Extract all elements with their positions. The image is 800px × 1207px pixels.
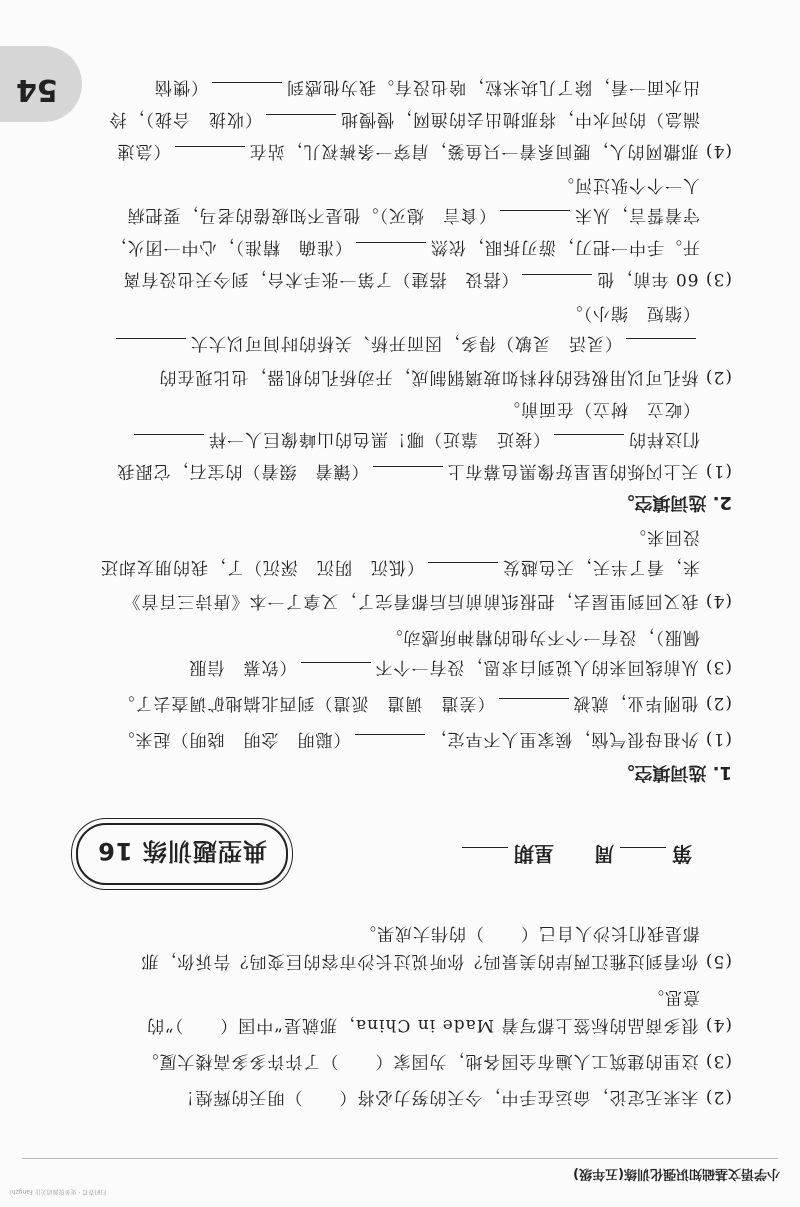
answer-blank[interactable] <box>266 114 336 131</box>
s1-q3: (3) 从前线回来的人说到白求恩，没有一个不（钦慕 信服 <box>188 657 732 677</box>
answer-blank[interactable] <box>134 434 204 451</box>
exercise-title: 典型题训练 16 <box>97 837 267 866</box>
top-item-4: (4) 很多商品的标签上都写着 Made in China，那就是“中国（ ）”的 <box>146 1015 732 1035</box>
top-item-5: (5) 你看到过雅江两岸的美景吗？你听说过长沙市容的巨变吗？告诉你，那 <box>140 951 732 971</box>
s2-q3-cont: 开。手中一把刀，游刃拆眼，依然（准确 精准），心中一团火， <box>108 237 700 257</box>
s2-q4-end: 出水面一看，除了几块米粒，啥也没有。我为他感到（懊恼 <box>154 77 700 97</box>
s2-q3-end: 人一个个驮过河。 <box>556 175 700 195</box>
header-rule <box>22 1158 778 1159</box>
s2-q2-end: （缩短 缩小）。 <box>564 303 700 323</box>
week-date-line <box>456 841 692 870</box>
week-label-di: 第 <box>672 842 692 866</box>
top-item-4-cont: 意思。 <box>646 987 700 1007</box>
s2-q4: (4) 那撒网的人，腰间系着一只鱼篓，肩穿一条裤衩儿，站在（急速 <box>116 141 732 161</box>
s2-q3-cont2: 守着誓言，从未（食言 熄灭）。他是不知疲倦的老马，要把病 <box>126 205 700 225</box>
answer-blank[interactable] <box>554 434 624 451</box>
s2-q2-cont: （灵活 灵敏）得多，因而开桥、关桥的时间可以大大 <box>10 333 700 355</box>
answer-blank[interactable] <box>301 662 371 679</box>
answer-blank[interactable] <box>356 242 426 259</box>
s2-q3: (3) 60 年前，他（搭设 搭建）了第一张手术台，到今天也没有离 <box>122 269 732 289</box>
answer-blank[interactable] <box>428 562 498 579</box>
book-title: 小学语文基础知识强化训练(五年级) <box>573 1166 780 1181</box>
exercise-title-box <box>76 823 288 885</box>
s2-q1: (1) 天上闪烁的星星好像黑色幕布上（镶着 缀着）的宝石，它跟我 <box>116 461 732 481</box>
s2-q2: (2) 桥孔可以用极轻的材料如玻璃钢制成，开动桥孔的机器，也比现在的 <box>158 367 732 387</box>
watermark-text: 扫码查看 · 更多资源请关注 Fangzhi <box>10 1188 107 1195</box>
answer-blank[interactable] <box>373 466 443 483</box>
section-1-heading: 1. 选词填空。 <box>616 762 732 783</box>
answer-blank[interactable] <box>626 338 696 355</box>
top-item-2: (2) 未来无定论，命运在手中，今天的努力必将（ ）明天的辉煌！ <box>176 1087 732 1107</box>
weekday-blank[interactable] <box>462 847 508 866</box>
s1-q4: (4) 我又回到里屋去，把报纸前前后后都看完了，又拿了一本《唐诗三百首》 <box>122 591 732 611</box>
top-item-3: (3) 这里的建筑工人遍布全国各地，为国家（ ）了许许多多高楼大厦。 <box>140 1051 732 1071</box>
s1-q2: (2) 他刚毕业，就被（差遣 调遣 派遣）到西北搞地矿调查去了。 <box>116 693 732 713</box>
week-label-zhou: 周 <box>594 842 614 866</box>
week-number-blank[interactable] <box>620 847 666 866</box>
answer-blank[interactable] <box>522 274 592 291</box>
top-item-5-cont: 都是我们长沙人自己（ ）的伟大成果。 <box>358 923 700 943</box>
s2-q1-cont: 们这样的（接近 靠近）哪！黑色的山峰像巨人一样 <box>10 429 700 451</box>
page-number: 54 <box>16 72 58 107</box>
s2-q4-cont: 湍急）的河水中，将那抛出去的渔网，慢慢地（收拢 合拢），拎 <box>108 109 700 129</box>
s2-q1-end: （屹立 树立）在面前。 <box>502 399 700 419</box>
section-2-heading: 2. 选词填空。 <box>616 492 732 513</box>
s1-q4-end: 没回来。 <box>628 527 700 547</box>
weekday-label: 星期 <box>514 842 554 866</box>
answer-blank[interactable] <box>212 82 282 99</box>
answer-blank[interactable] <box>175 146 245 163</box>
answer-blank[interactable] <box>355 734 425 751</box>
answer-blank[interactable] <box>500 210 570 227</box>
answer-blank[interactable] <box>499 698 569 715</box>
s1-q3-cont: 佩服），没有一个不为他的精神所感动。 <box>384 627 700 647</box>
s1-q4-cont: 来，看了半天，天色越发（低沉 阴沉 深沉）了，我的朋友却还 <box>100 557 700 577</box>
s1-q1: (1) 外祖母很气恼，候家里人不早定，（聪明 念明 晓明）起来。 <box>116 729 732 749</box>
answer-blank[interactable] <box>116 338 186 355</box>
